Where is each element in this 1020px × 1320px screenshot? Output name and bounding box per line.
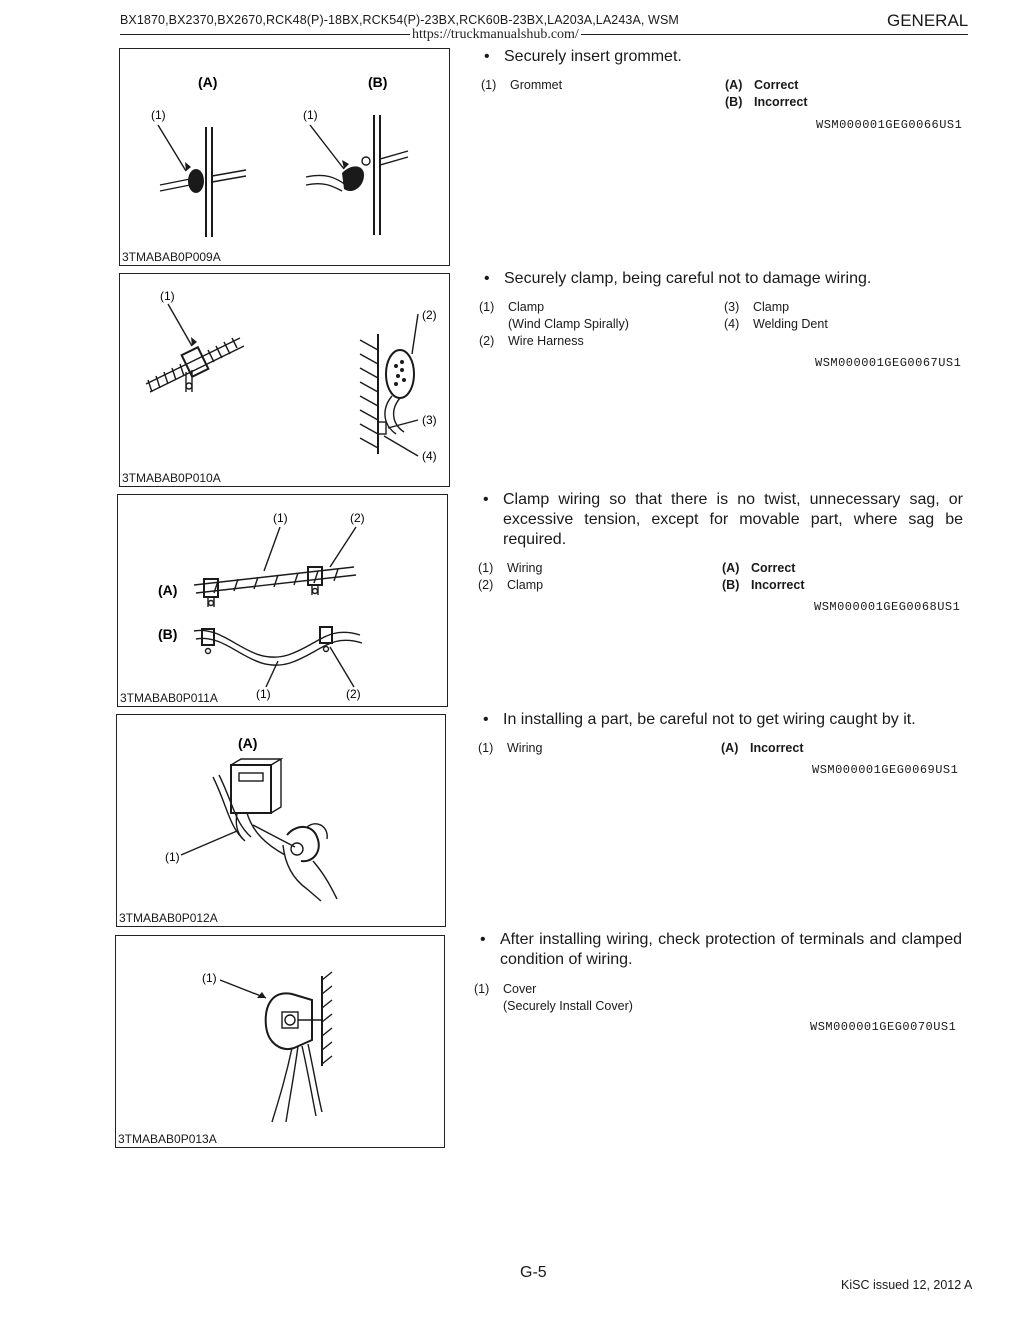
watermark-url[interactable]: https://truckmanualshub.com/ bbox=[412, 27, 579, 42]
legend-label: Correct bbox=[751, 561, 796, 575]
section-title: GENERAL bbox=[887, 11, 969, 30]
legend-num: (A) bbox=[722, 561, 740, 575]
document-code: WSM000001GEG0070US1 bbox=[810, 1020, 957, 1034]
legend-sublabel: (Wind Clamp Spirally) bbox=[508, 317, 629, 331]
page-number: G-5 bbox=[520, 1264, 547, 1281]
fig-label-1: (1) bbox=[202, 971, 217, 985]
fig-label-2-top: (2) bbox=[350, 511, 365, 525]
legend-num: (1) bbox=[481, 78, 497, 92]
legend-sublabel: (Securely Install Cover) bbox=[503, 999, 633, 1013]
fig-label-3: (3) bbox=[422, 413, 437, 427]
figure-clamp bbox=[119, 273, 450, 487]
legend-label: Welding Dent bbox=[753, 317, 828, 331]
document-code: WSM000001GEG0068US1 bbox=[814, 600, 961, 614]
legend-num: (1) bbox=[479, 300, 495, 314]
issue-label: KiSC issued 12, 2012 A bbox=[841, 1278, 973, 1292]
fig-label-2-bottom: (2) bbox=[346, 687, 361, 701]
fig-label-1b: (1) bbox=[303, 108, 318, 122]
legend-label: Incorrect bbox=[751, 578, 805, 592]
figure-caption: 3TMABAB0P011A bbox=[120, 691, 218, 705]
legend-num: (1) bbox=[474, 982, 490, 996]
instruction-text: Securely clamp, being careful not to damage wiring. bbox=[504, 270, 872, 287]
bullet-dot: • bbox=[484, 48, 490, 65]
legend-num: (B) bbox=[722, 578, 740, 592]
figure-wiring-sag bbox=[117, 494, 448, 707]
document-code: WSM000001GEG0069US1 bbox=[812, 763, 959, 777]
figure-caption: 3TMABAB0P009A bbox=[122, 250, 221, 264]
fig-label-a: (A) bbox=[158, 582, 178, 598]
figure-caption: 3TMABAB0P012A bbox=[119, 911, 218, 925]
fig-label-a: (A) bbox=[198, 74, 218, 90]
document-code: WSM000001GEG0066US1 bbox=[816, 118, 963, 132]
legend-label: Cover bbox=[503, 982, 537, 996]
fig-label-1-top: (1) bbox=[273, 511, 288, 525]
instruction-text: Securely insert grommet. bbox=[504, 48, 682, 65]
fig-label-b: (B) bbox=[368, 74, 388, 90]
legend-num: (A) bbox=[725, 78, 743, 92]
figure-terminal-cover bbox=[115, 935, 445, 1148]
legend-label: Grommet bbox=[510, 78, 563, 92]
fig-label-2: (2) bbox=[422, 308, 437, 322]
bullet-dot: • bbox=[483, 491, 489, 508]
legend-label: Incorrect bbox=[750, 741, 804, 755]
legend-label: Wiring bbox=[507, 561, 543, 575]
legend-num: (A) bbox=[721, 741, 739, 755]
instruction-text: In installing a part, be careful not to get wiring caught by it. bbox=[503, 711, 916, 728]
legend-label: Clamp bbox=[508, 300, 545, 314]
legend-num: (1) bbox=[478, 741, 494, 755]
legend-num: (2) bbox=[478, 578, 494, 592]
legend-num: (4) bbox=[724, 317, 740, 331]
fig-label-1-bottom: (1) bbox=[256, 687, 271, 701]
figure-caption: 3TMABAB0P010A bbox=[122, 471, 221, 485]
legend-label: Incorrect bbox=[754, 95, 808, 109]
figure-caught-wiring bbox=[116, 714, 446, 927]
legend-label: Correct bbox=[754, 78, 799, 92]
legend-label: Wire Harness bbox=[508, 334, 584, 348]
legend-num: (1) bbox=[478, 561, 494, 575]
bullet-dot: • bbox=[483, 711, 489, 728]
legend-label: Wiring bbox=[507, 741, 543, 755]
bullet-dot: • bbox=[480, 931, 486, 948]
legend-num: (2) bbox=[479, 334, 495, 348]
bullet-dot: • bbox=[484, 270, 490, 287]
figure-grommet bbox=[119, 48, 450, 266]
fig-label-a: (A) bbox=[238, 735, 258, 751]
fig-label-1: (1) bbox=[160, 289, 175, 303]
instruction-text: After installing wiring, check protection of terminals and clamped condition of wiring. bbox=[500, 931, 962, 968]
fig-label-b: (B) bbox=[158, 626, 178, 642]
legend-num: (3) bbox=[724, 300, 740, 314]
document-code: WSM000001GEG0067US1 bbox=[815, 356, 962, 370]
legend-num: (B) bbox=[725, 95, 743, 109]
fig-label-1a: (1) bbox=[151, 108, 166, 122]
fig-label-4: (4) bbox=[422, 449, 437, 463]
legend-label: Clamp bbox=[507, 578, 544, 592]
instruction-text: Clamp wiring so that there is no twist, unnecessary sag, or excessive tension, except for movable part, where sag be required. bbox=[503, 491, 963, 548]
figure-caption: 3TMABAB0P013A bbox=[118, 1132, 217, 1146]
header-models: BX1870,BX2370,BX2670,RCK48(P)-18BX,RCK54(P)-23BX,RCK60B-23BX,LA203A,LA243A, WSM bbox=[120, 13, 679, 27]
fig-label-1: (1) bbox=[165, 850, 180, 864]
legend-label: Clamp bbox=[753, 300, 790, 314]
